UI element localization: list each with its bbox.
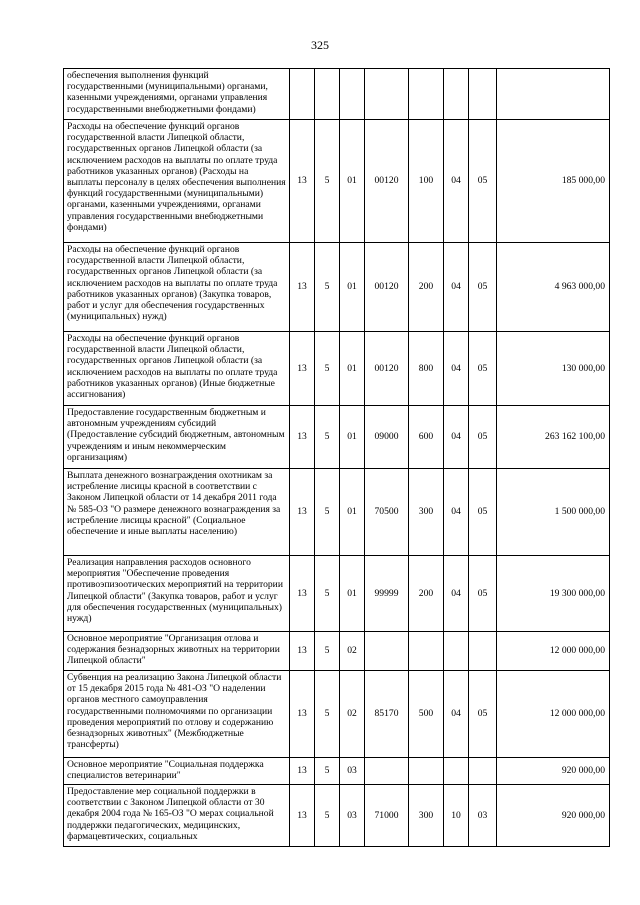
- code-cell: 13: [290, 632, 315, 671]
- code-cell: 13: [290, 785, 315, 847]
- table-row: [64, 469, 610, 556]
- code-cell: 300: [409, 469, 444, 556]
- code-cell: 01: [340, 406, 365, 469]
- code-cell: 600: [409, 406, 444, 469]
- code-cell: 05: [469, 556, 497, 632]
- amount-cell: 920 000,00: [497, 785, 610, 847]
- code-cell: 09000: [365, 406, 409, 469]
- code-cell: [409, 632, 444, 671]
- code-cell: 5: [315, 469, 340, 556]
- code-cell: 01: [340, 469, 365, 556]
- code-cell: 200: [409, 243, 444, 332]
- row-description: Основное мероприятие "Социальная поддержка специалистов ветеринарии": [64, 758, 290, 785]
- table-row: [64, 785, 610, 847]
- code-cell: 05: [469, 671, 497, 758]
- code-cell: 200: [409, 556, 444, 632]
- code-cell: 500: [409, 671, 444, 758]
- row-description: Расходы на обеспечение функций органов государственной власти Липецкой области, государственных органов Липецкой области (за исключением расходов на выплаты по оплате труда работников указанных органов) (Иные бюджетные ассигнования): [64, 332, 290, 406]
- table-row: [64, 632, 610, 671]
- code-cell: 13: [290, 406, 315, 469]
- code-cell: 85170: [365, 671, 409, 758]
- budget-table: [63, 68, 610, 847]
- code-cell: 13: [290, 332, 315, 406]
- code-cell: [469, 69, 497, 120]
- amount-cell: 185 000,00: [497, 120, 610, 243]
- code-cell: 5: [315, 243, 340, 332]
- amount-cell: 130 000,00: [497, 332, 610, 406]
- code-cell: [409, 69, 444, 120]
- code-cell: 99999: [365, 556, 409, 632]
- code-cell: 05: [469, 469, 497, 556]
- code-cell: 13: [290, 243, 315, 332]
- code-cell: 04: [444, 406, 469, 469]
- amount-cell: 12 000 000,00: [497, 671, 610, 758]
- code-cell: 5: [315, 785, 340, 847]
- row-description: Расходы на обеспечение функций органов государственной власти Липецкой области, государственных органов Липецкой области (за исключением расходов на выплаты по оплате труда работников указанных органов) (Расходы на выплаты персоналу в целях обеспечения выполнения функций государственными (муниципальными) органами, казенными учреждениями, органами управления государственными внебюджетными фондами): [64, 120, 290, 243]
- code-cell: 03: [469, 785, 497, 847]
- code-cell: 01: [340, 556, 365, 632]
- code-cell: [290, 69, 315, 120]
- amount-cell: 263 162 100,00: [497, 406, 610, 469]
- code-cell: [444, 632, 469, 671]
- amount-cell: 4 963 000,00: [497, 243, 610, 332]
- amount-cell: 19 300 000,00: [497, 556, 610, 632]
- code-cell: 10: [444, 785, 469, 847]
- code-cell: 5: [315, 632, 340, 671]
- code-cell: 05: [469, 243, 497, 332]
- table-row: [64, 243, 610, 332]
- code-cell: 01: [340, 243, 365, 332]
- code-cell: 05: [469, 406, 497, 469]
- code-cell: 04: [444, 243, 469, 332]
- amount-cell: [497, 69, 610, 120]
- table-row: [64, 332, 610, 406]
- code-cell: [365, 69, 409, 120]
- page-number: 325: [311, 38, 329, 52]
- code-cell: 02: [340, 671, 365, 758]
- code-cell: [409, 758, 444, 785]
- table-row: [64, 758, 610, 785]
- row-description: Предоставление мер социальной поддержки в соответствии с Законом Липецкой области от 30 декабря 2004 года № 165-ОЗ "О мерах социальной поддержки педагогических, медицинских, фармацевтических, социальных: [64, 785, 290, 847]
- code-cell: 71000: [365, 785, 409, 847]
- code-cell: 5: [315, 120, 340, 243]
- table-row: [64, 556, 610, 632]
- code-cell: 04: [444, 556, 469, 632]
- code-cell: 04: [444, 120, 469, 243]
- code-cell: 01: [340, 120, 365, 243]
- row-description: Расходы на обеспечение функций органов государственной власти Липецкой области, государственных органов Липецкой области (за исключением расходов на выплаты по оплате труда работников указанных органов) (Закупка товаров, работ и услуг для обеспечения государственных (муниципальных) нужд): [64, 243, 290, 332]
- row-description: Реализация направления расходов основного мероприятия "Обеспечение проведения противоэпизоотических мероприятий на территории Липецкой области" (Закупка товаров, работ и услуг для обеспечения государственных (муниципальных) нужд): [64, 556, 290, 632]
- code-cell: 5: [315, 332, 340, 406]
- code-cell: 5: [315, 406, 340, 469]
- code-cell: [469, 758, 497, 785]
- code-cell: 04: [444, 469, 469, 556]
- code-cell: 02: [340, 632, 365, 671]
- code-cell: 05: [469, 332, 497, 406]
- code-cell: [365, 758, 409, 785]
- code-cell: [365, 632, 409, 671]
- code-cell: 00120: [365, 120, 409, 243]
- amount-cell: 12 000 000,00: [497, 632, 610, 671]
- table-row: [64, 120, 610, 243]
- row-description: Основное мероприятие "Организация отлова и содержания безнадзорных животных на территории Липецкой области": [64, 632, 290, 671]
- code-cell: 5: [315, 556, 340, 632]
- amount-cell: 1 500 000,00: [497, 469, 610, 556]
- row-description: Выплата денежного вознаграждения охотникам за истребление лисицы красной в соответствии с Законом Липецкой области от 14 декабря 2011 года № 585-ОЗ "О размере денежного вознаграждения за истребление лисицы красной" (Социальное обеспечение и иные выплаты населению): [64, 469, 290, 556]
- code-cell: 00120: [365, 243, 409, 332]
- row-description: Субвенция на реализацию Закона Липецкой области от 15 декабря 2015 года № 481-ОЗ "О наделении органов местного самоуправления государственными полномочиями по организации проведения мероприятий по отлову и содержанию безнадзорных животных" (Межбюджетные трансферты): [64, 671, 290, 758]
- code-cell: 01: [340, 332, 365, 406]
- code-cell: 04: [444, 671, 469, 758]
- code-cell: 100: [409, 120, 444, 243]
- code-cell: 13: [290, 120, 315, 243]
- table-row: [64, 671, 610, 758]
- amount-cell: 920 000,00: [497, 758, 610, 785]
- code-cell: [340, 69, 365, 120]
- code-cell: [444, 758, 469, 785]
- code-cell: 03: [340, 758, 365, 785]
- row-description: Предоставление государственным бюджетным и автономным учреждениям субсидий (Предоставление субсидий бюджетным, автономным учреждениям и иным некоммерческим организациям): [64, 406, 290, 469]
- code-cell: 13: [290, 556, 315, 632]
- code-cell: [444, 69, 469, 120]
- code-cell: 800: [409, 332, 444, 406]
- code-cell: 04: [444, 332, 469, 406]
- code-cell: 13: [290, 671, 315, 758]
- code-cell: 03: [340, 785, 365, 847]
- code-cell: 05: [469, 120, 497, 243]
- table-row: [64, 406, 610, 469]
- code-cell: 13: [290, 758, 315, 785]
- code-cell: [315, 69, 340, 120]
- code-cell: 70500: [365, 469, 409, 556]
- row-description: обеспечения выполнения функций государственными (муниципальными) органами, казенными учреждениями, органами управления государственными внебюджетными фондами): [64, 69, 290, 120]
- code-cell: 300: [409, 785, 444, 847]
- code-cell: 5: [315, 758, 340, 785]
- code-cell: [469, 632, 497, 671]
- code-cell: 5: [315, 671, 340, 758]
- code-cell: 13: [290, 469, 315, 556]
- code-cell: 00120: [365, 332, 409, 406]
- table-row: [64, 69, 610, 120]
